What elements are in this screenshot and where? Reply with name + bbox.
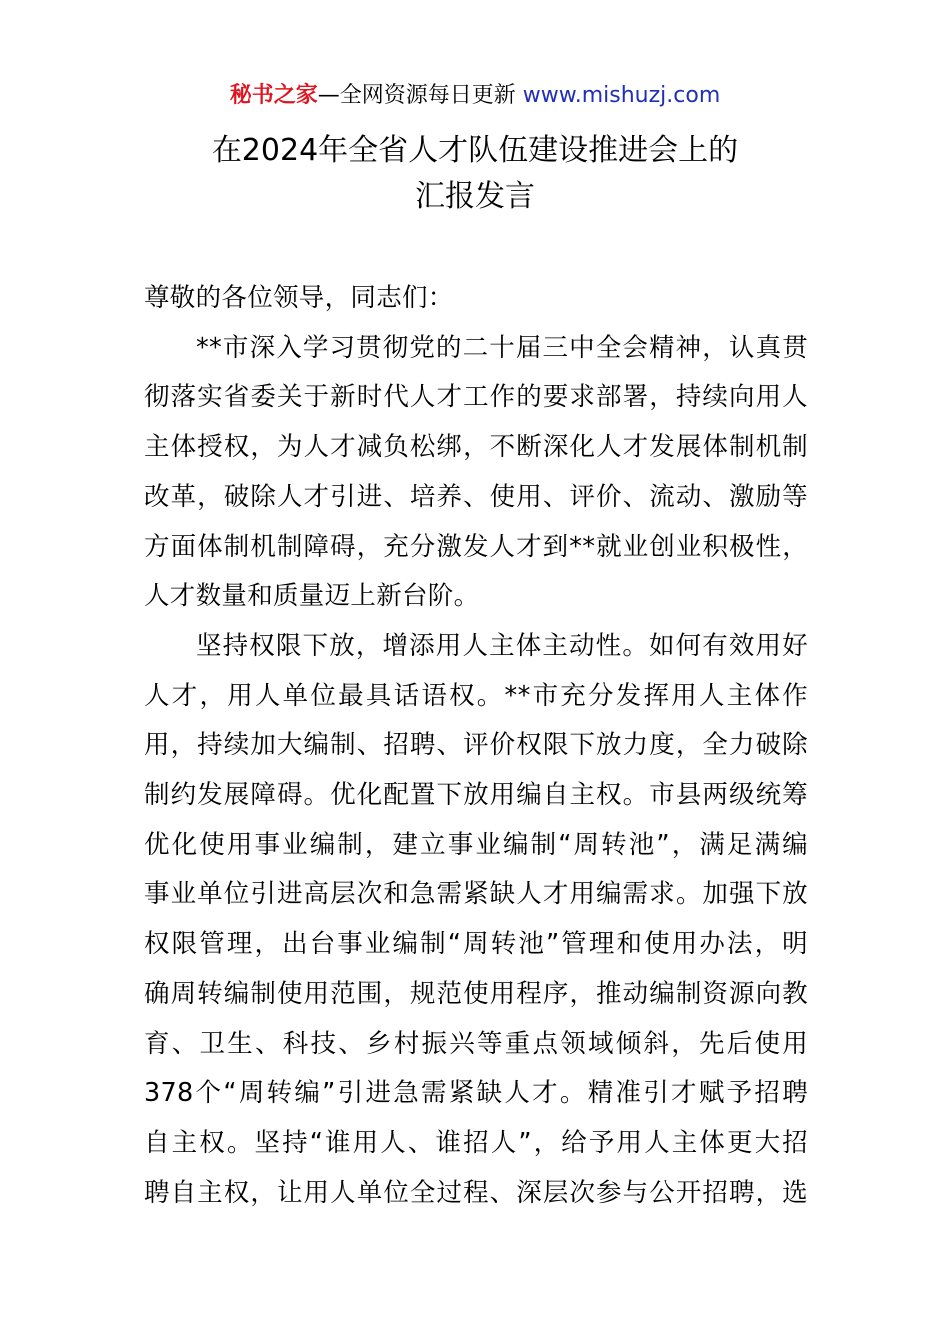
paragraph-2-line: 制约发展障碍。优化配置下放用编自主权。市县两级统筹 bbox=[144, 780, 808, 811]
paragraph-2-line: 坚持权限下放，增添用人主体主动性。如何有效用好 bbox=[196, 630, 808, 661]
paragraph-1-line: 方面体制机制障碍，充分激发人才到**就业创业积极性， bbox=[144, 531, 808, 562]
paragraph-1 bbox=[144, 324, 808, 622]
site-brand: 秘书之家 bbox=[229, 83, 318, 108]
paragraph-2-line: 育、卫生、科技、乡村振兴等重点领域倾斜，先后使用 bbox=[144, 1028, 808, 1059]
paragraph-2 bbox=[144, 622, 808, 1218]
title-line-1: 在2024年全省人才队伍建设推进会上的 bbox=[211, 133, 739, 168]
paragraph-1-line: 彻落实省委关于新时代人才工作的要求部署，持续向用人 bbox=[144, 382, 808, 413]
paragraph-2-line: 优化使用事业编制，建立事业编制“周转池”，满足满编 bbox=[144, 829, 808, 860]
paragraph-2-line: 自主权。坚持“谁用人、谁招人”，给予用人主体更大招 bbox=[144, 1127, 808, 1158]
paragraph-2-line: 确周转编制使用范围，规范使用程序，推动编制资源向教 bbox=[144, 978, 808, 1009]
salutation: 尊敬的各位领导，同志们： bbox=[144, 283, 454, 313]
paragraph-2-line: 人才，用人单位最具话语权。**市充分发挥用人主体作 bbox=[144, 680, 808, 711]
paragraph-2-line: 聘自主权，让用人单位全过程、深层次参与公开招聘，选 bbox=[144, 1177, 808, 1208]
paragraph-2-line: 事业单位引进高层次和急需紧缺人才用编需求。加强下放 bbox=[144, 879, 808, 910]
paragraph-2-line: 权限管理，出台事业编制“周转池”管理和使用办法，明 bbox=[144, 929, 808, 960]
document-body bbox=[144, 274, 808, 1218]
paragraph-1-line: **市深入学习贯彻党的二十届三中全会精神，认真贯 bbox=[196, 332, 808, 363]
paragraph-2-line: 用，持续加大编制、招聘、评价权限下放力度，全力破除 bbox=[144, 730, 808, 761]
site-header bbox=[0, 80, 950, 112]
paragraph-1-line: 人才数量和质量迈上新台阶。 bbox=[144, 581, 480, 612]
paragraph-2-line: 378个“周转编”引进急需紧缺人才。精准引才赋予招聘 bbox=[144, 1078, 808, 1109]
paragraph-1-line: 改革，破除人才引进、培养、使用、评价、流动、激励等 bbox=[144, 481, 808, 512]
site-url-link[interactable]: www.mishuzj.com bbox=[522, 83, 721, 108]
paragraph-1-line: 主体授权，为人才减负松绑，不断深化人才发展体制机制 bbox=[144, 432, 808, 463]
title-line-2: 汇报发言 bbox=[415, 179, 535, 214]
document-title bbox=[0, 128, 950, 220]
site-tagline: —全网资源每日更新 bbox=[317, 83, 516, 108]
